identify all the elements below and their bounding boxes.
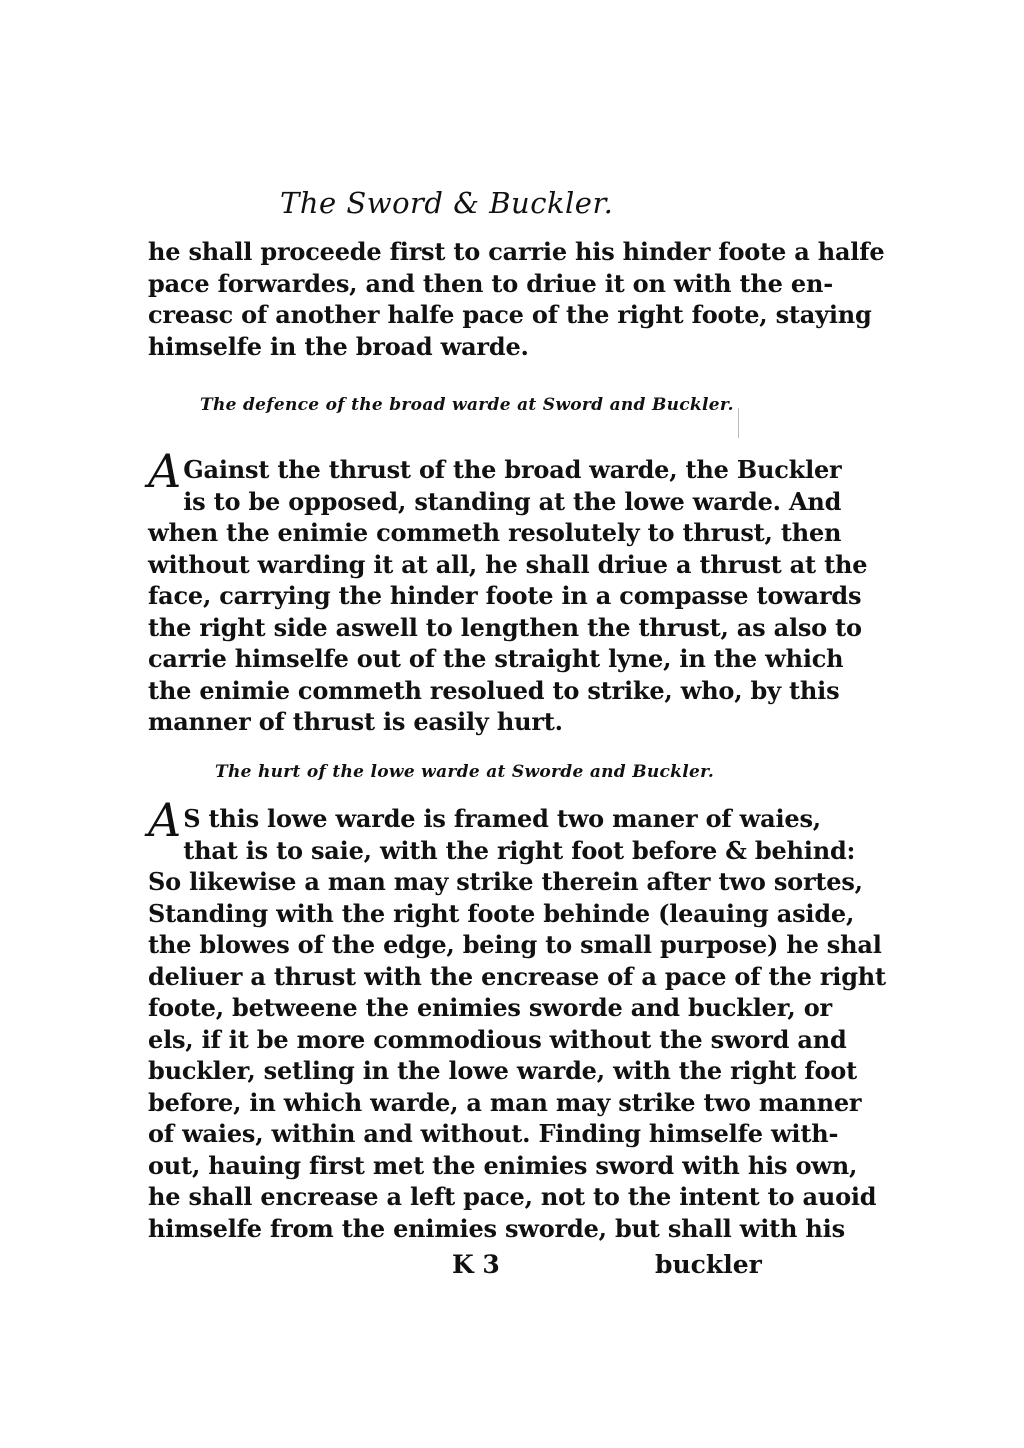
text-line: that is to saie, with the right foot before & behind:	[183, 835, 856, 865]
running-head: The Sword & Buckler.	[280, 186, 614, 220]
text-line: face, carrying the hinder foote in a compasse towards	[148, 581, 862, 610]
text-line: before, in which warde, a man may strike two manner	[148, 1087, 862, 1117]
section-body-lowe-warde-hurt	[148, 793, 886, 1244]
text-line: the right side aswell to lengthen the thrust, as also to	[148, 612, 862, 642]
text-line: buckler, setling in the lowe warde, with the right foot	[148, 1056, 857, 1085]
section-heading-lowe-warde-hurt: The hurt of the lowe warde at Sworde and Buckler.	[215, 762, 715, 782]
drop-cap: A	[148, 444, 182, 498]
text-line: S this lowe warde is framed two maner of waies,	[183, 804, 821, 833]
text-line: So likewise a man may strike therein after two sortes,	[148, 867, 863, 896]
text-line: of waies, within and without. Finding himselfe with-	[148, 1119, 839, 1148]
text-line: out, hauing first met the enimies sword with his own,	[148, 1150, 858, 1180]
passage-continuation	[148, 236, 885, 362]
text-line: is to be opposed, standing at the lowe warde. And	[183, 486, 842, 516]
text-line: creasc of another halfe pace of the right foote, staying	[148, 300, 872, 329]
text-line: els, if it be more commodious without the sword and	[148, 1024, 847, 1054]
section-body-broad-warde-defence	[148, 444, 868, 738]
text-line: he shall proceede first to carrie his hinder foote a halfe	[148, 237, 885, 266]
section-heading-broad-warde-defence: The defence of the broad warde at Sword and Buckler.	[200, 395, 734, 415]
drop-cap: A	[148, 793, 182, 847]
margin-speck	[738, 408, 739, 438]
text-line: Gainst the thrust of the broad warde, the Buckler	[183, 455, 842, 484]
catchword: buckler	[655, 1250, 762, 1279]
text-line: pace forwardes, and then to driue it on with the en-	[148, 268, 833, 298]
text-line: himselfe in the broad warde.	[148, 331, 529, 361]
text-line: foote, betweene the enimies sworde and buckler, or	[148, 993, 832, 1022]
text-line: himselfe from the enimies sworde, but shall with his	[148, 1213, 845, 1243]
text-line: when the enimie commeth resolutely to thrust, then	[148, 518, 842, 547]
text-line: Standing with the right foote behinde (leauing aside,	[148, 898, 855, 928]
text-line: he shall encrease a left pace, not to the intent to auoid	[148, 1182, 877, 1211]
signature-mark: K 3	[452, 1250, 500, 1279]
text-line: the enimie commeth resolued to strike, who, by this	[148, 675, 840, 705]
text-line: carrie himselfe out of the straight lyne, in the which	[148, 644, 844, 673]
text-line: manner of thrust is easily hurt.	[148, 707, 563, 736]
text-line: without warding it at all, he shall driue a thrust at the	[148, 549, 868, 579]
text-line: deliuer a thrust with the encrease of a pace of the right	[148, 961, 886, 991]
text-line: the blowes of the edge, being to small purpose) he shal	[148, 930, 882, 959]
